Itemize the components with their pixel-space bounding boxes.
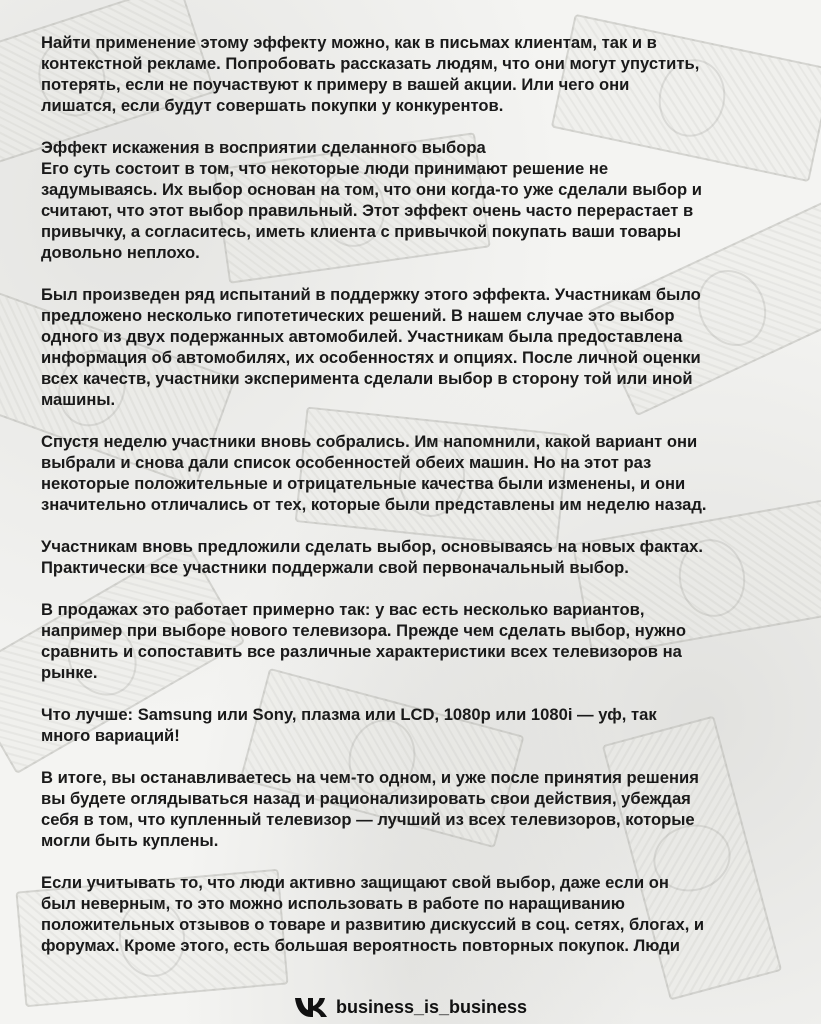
paragraph: Был произведен ряд испытаний в поддержку этого эффекта. Участникам было предложено несколько гипотетических решений. В нашем случае это выбор одного из двух подержанных автомобилей. Участникам была предоставлена информация об автомобилях, их особенностях и опциях. После личной оценки всех качеств, участники эксперимента сделали выбор в сторону той или иной машины. xyxy=(41,285,701,409)
paragraph: Спустя неделю участники вновь собрались. Им напомнили, какой вариант они выбрали и снова дали список особенностей обеих машин. Но на этот раз некоторые положительные и отрицательные качества были изменены, и они значительно отличались от тех, которые были представлены им неделю назад. xyxy=(41,432,707,514)
paragraph: Если учитывать то, что люди активно защищают свой выбор, даже если он был неверным, то это можно использовать в работе по наращиванию положительных отзывов о товаре и развитию дискуссий в соц. сетях, блогах, и форумах. Кроме этого, есть большая вероятность повторных покупок. Люди xyxy=(41,873,705,955)
paragraph: В итоге, вы останавливаетесь на чем-то одном, и уже после принятия решения вы будете оглядываться назад и рационализировать свои действия, убеждая себя в том, что купленный телевизор — лучший из всех телевизоров, которые могли быть куплены. xyxy=(41,768,699,850)
paragraph: Найти применение этому эффекту можно, как в письмах клиентам, так и в контекстной рекламе. Попробовать рассказать людям, что они могут упустить, потерять, если не поучаствуют к примеру в вашей акции. Или чего они лишатся, если будут совершать покупки у конкурентов. xyxy=(41,33,700,115)
footer-signature xyxy=(0,996,821,1018)
account-handle: business_is_business xyxy=(335,996,528,1017)
paragraph: Участникам вновь предложили сделать выбор, основываясь на новых фактах. Практически все участники поддержали свой первоначальный выбор. xyxy=(41,537,703,577)
vk-logo-icon xyxy=(294,996,328,1018)
paragraph: Эффект искажения в восприятии сделанного выбора Его суть состоит в том, что некоторые люди принимают решение не задумываясь. Их выбор основан на том, что они когда-то уже сделали выбор и считают, что этот выбор правильный. Этот эффект очень часто перерастает в привычку, а согласитесь, иметь клиента с привычкой покупать ваши товары довольно неплохо. xyxy=(41,138,702,262)
paragraph: Что лучше: Samsung или Sony, плазма или LCD, 1080p или 1080i — уф, так много вариаций! xyxy=(41,705,657,745)
paragraph: В продажах это работает примерно так: у вас есть несколько вариантов, например при выборе нового телевизора. Прежде чем сделать выбор, нужно сравнить и сопоставить все различные характеристики всех телевизоров на рынке. xyxy=(41,600,687,682)
